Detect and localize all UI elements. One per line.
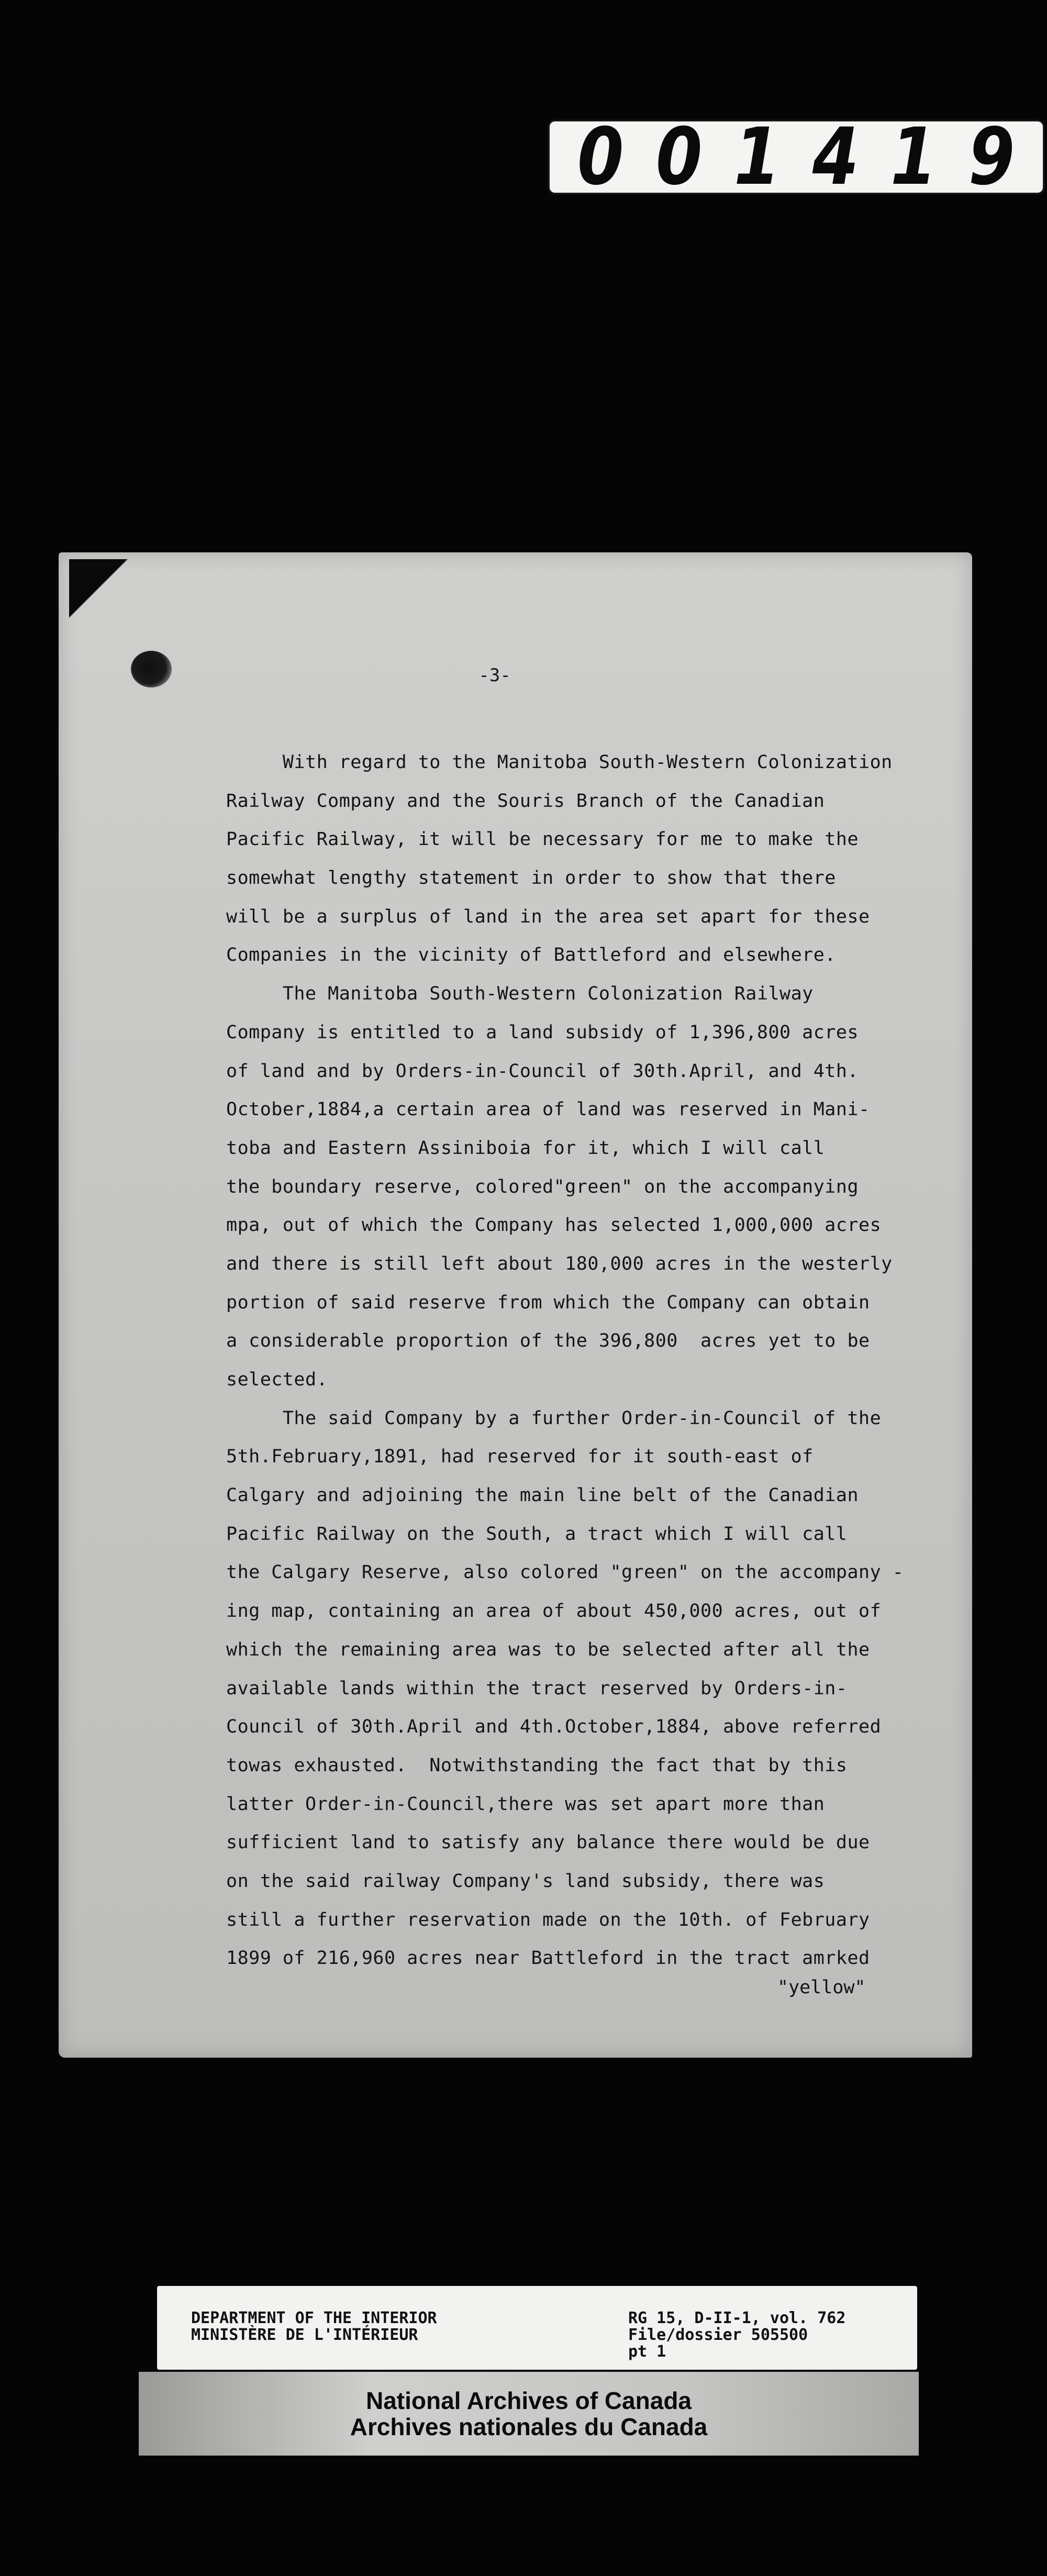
text-line: the Calgary Reserve, also colored "green" on the accompany - [226, 1562, 904, 1583]
text-line: ing map, containing an area of about 450,000 acres, out of [226, 1601, 882, 1622]
text-line: Calgary and adjoining the main line belt of the Canadian [226, 1485, 859, 1506]
text-line: a considerable proportion of the 396,800 acres yet to be [226, 1330, 870, 1352]
text-line: October,1884,a certain area of land was reserved in Mani- [226, 1099, 870, 1120]
text-line: towas exhausted. Notwithstanding the fact that by this [226, 1755, 848, 1776]
text-line: The Manitoba South-Western Colonization Railway [226, 983, 814, 1005]
text-line: selected. [226, 1369, 328, 1390]
text-line: and there is still left about 180,000 acres in the westerly [226, 1253, 893, 1274]
department-name-en: DEPARTMENT OF THE INTERIOR [191, 2309, 437, 2327]
archives-name-en: National Archives of Canada [365, 2387, 692, 2414]
reference-file: File/dossier 505500 [628, 2326, 808, 2344]
text-line: Pacific Railway, it will be necessary for me to make the [226, 829, 859, 850]
reference-volume: RG 15, D-II-1, vol. 762 [628, 2309, 846, 2327]
text-line: available lands within the tract reserved by Orders-in- [226, 1678, 848, 1699]
text-line: still a further reservation made on the 10th. of February [226, 1909, 870, 1930]
text-line: portion of said reserve from which the Company can obtain [226, 1292, 870, 1313]
text-line: Pacific Railway on the South, a tract which I will call [226, 1523, 848, 1545]
text-line: Council of 30th.April and 4th.October,1884, above referred [226, 1716, 882, 1738]
text-line: somewhat lengthy statement in order to show that there [226, 868, 836, 889]
text-line: of land and by Orders-in-Council of 30th.April, and 4th. [226, 1060, 859, 1082]
text-line: on the said railway Company's land subsidy, there was [226, 1870, 825, 1892]
archives-name-fr: Archives nationales du Canada [350, 2413, 708, 2440]
archives-banner [139, 2372, 919, 2456]
frame-digit: 0 [655, 112, 703, 203]
text-line: will be a surplus of land in the area set apart for these [226, 906, 870, 927]
text-line: Company is entitled to a land subsidy of 1,396,800 acres [226, 1021, 859, 1043]
text-line: latter Order-in-Council,there was set apart more than [226, 1793, 825, 1815]
frame-digit: 0 [577, 112, 624, 203]
frame-digit: 1 [733, 112, 781, 203]
frame-digit: 9 [968, 112, 1015, 203]
text-line: Railway Company and the Souris Branch of the Canadian [226, 790, 825, 812]
text-line: 5th.February,1891, had reserved for it south-east of [226, 1446, 814, 1468]
text-line: With regard to the Manitoba South-Western Colonization [226, 752, 893, 773]
frame-number-label [550, 112, 1043, 203]
continuation-word: "yellow" [777, 1977, 866, 1998]
text-line: mpa, out of which the Company has selected 1,000,000 acres [226, 1215, 882, 1236]
reference-part: pt 1 [628, 2342, 666, 2361]
text-line: which the remaining area was to be selected after all the [226, 1639, 870, 1660]
document-body [226, 743, 928, 1978]
archive-reference [628, 2310, 845, 2360]
frame-digit: 1 [890, 112, 937, 203]
department-name-fr: MINISTÈRE DE L'INTÉRIEUR [191, 2326, 418, 2344]
text-line: toba and Eastern Assiniboia for it, which I will call [226, 1137, 825, 1159]
text-line: the boundary reserve, colored"green" on the accompanying [226, 1176, 859, 1197]
page-number: -3- [478, 665, 511, 686]
text-line: 1899 of 216,960 acres near Battleford in the tract amrked [226, 1948, 870, 1969]
text-line: The said Company by a further Order-in-Council of the [226, 1407, 882, 1429]
text-line: Companies in the vicinity of Battleford and elsewhere. [226, 945, 836, 966]
folded-corner [69, 559, 132, 648]
department-name [191, 2310, 437, 2344]
text-line: sufficient land to satisfy any balance there would be due [226, 1832, 870, 1853]
frame-digit: 4 [812, 112, 859, 203]
